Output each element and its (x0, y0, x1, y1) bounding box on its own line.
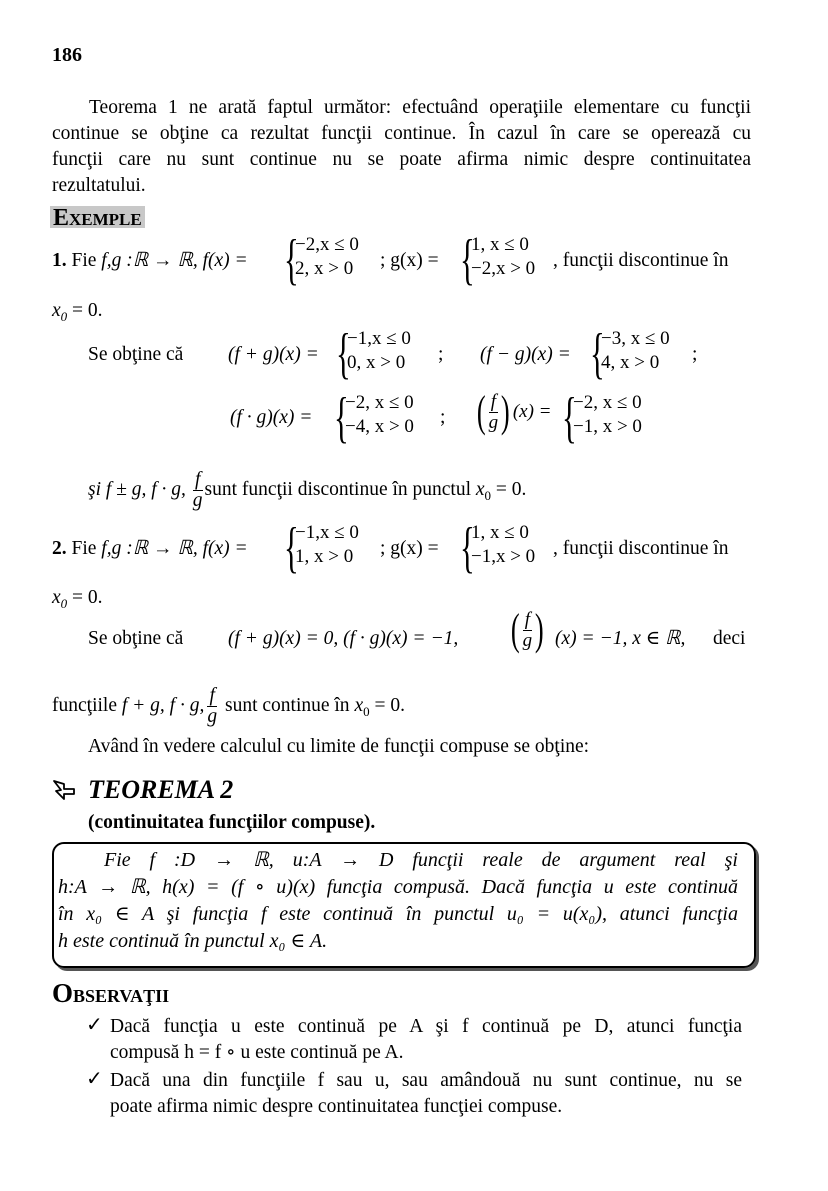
intro-line-4: rezultatului. (52, 175, 146, 196)
ex1-si-x0-sub: 0 (484, 487, 492, 503)
observatii-item-1-line-1: Dacă funcţia u este continuă pe A şi f continuă pe D, atunci funcţia (110, 1016, 742, 1037)
ex1-sum-case2: 0, x > 0 (347, 352, 406, 373)
ex1-sum-case1: −1,x ≤ 0 (347, 328, 411, 349)
ex1-tail: , funcţii discontinue în (553, 250, 729, 271)
ex1-diff-case1: −3, x ≤ 0 (601, 328, 670, 349)
observatii-item-2 (110, 1068, 742, 1120)
ex1-diff-cases (601, 327, 670, 375)
ex2-functiile-num: f (207, 686, 217, 707)
ex1-quot-fraction (489, 392, 499, 433)
observatii-item-2-line-2: poate afirma nimic despre continuitatea funcţiei compuse. (110, 1096, 563, 1117)
ex1-quot-cases (573, 391, 642, 439)
ex1-quot-case1: −2, x ≤ 0 (573, 392, 642, 413)
theorem-body (58, 847, 738, 955)
ex2-functiile: funcţiile (52, 694, 117, 716)
ex1-si-fraction (193, 470, 203, 511)
ex2-x0-val: = 0. (67, 587, 103, 608)
ex2-functiile-fraction (207, 686, 217, 727)
observatii-heading (52, 978, 169, 1013)
ex2-quot-fraction (523, 610, 533, 651)
examples-heading (50, 205, 145, 231)
ex2-number: 2. (52, 538, 67, 559)
ex1-x0-val: = 0. (67, 300, 103, 321)
ex1-g-decl: ; g(x) = (380, 250, 439, 271)
ex1-x0-var: x (52, 300, 61, 321)
intro-paragraph (52, 95, 751, 199)
ex1-si-end: = 0. (491, 478, 527, 500)
ex1-prod-cases (345, 391, 414, 439)
ex1-f-case2: 2, x > 0 (295, 258, 354, 279)
ex1-diff-lhs: (f − g)(x) = (480, 344, 571, 365)
ex1-prod-brace: { (334, 387, 349, 449)
ex1-f-cases (295, 233, 359, 281)
observatii-item-2-line-1: Dacă una din funcţiile f sau u, sau amândouă nu sunt continue, nu se (110, 1070, 742, 1091)
ex1-diff-brace: { (590, 323, 605, 385)
ex2-quot-den: g (522, 629, 533, 651)
ex2-x0-line (52, 585, 103, 617)
ex1-x0-sub: 0 (60, 308, 68, 324)
examples-heading-initial: E (53, 205, 70, 231)
ex1-semicolon-2: ; (692, 344, 698, 365)
ex1-f-case1: −2,x ≤ 0 (295, 234, 359, 255)
ex2-quot (508, 605, 547, 654)
ex1-prod-case1: −2, x ≤ 0 (345, 392, 414, 413)
ex1-f-decl: f,g :ℝ → ℝ, f(x) = (101, 250, 248, 271)
observatii-item-1 (110, 1014, 742, 1066)
examples-heading-rest: XEMPLE (69, 210, 142, 229)
ex2-g-cases (471, 521, 535, 569)
ex1-diff-case2: 4, x > 0 (601, 352, 660, 373)
observatii-item-1-line-2: compusă h = f ∘ u este continuă pe A. (110, 1042, 404, 1063)
ex1-si-x0: x (475, 478, 485, 500)
intro-line-3: funcţii care nu sunt continue nu se poate afirma nimic despre continuitatea (52, 149, 751, 170)
ex1-fie: Fie (71, 250, 97, 271)
ex1-prod-lhs: (f · g)(x) = (230, 407, 313, 428)
observatii-check-icon-1: ✓ (86, 1014, 103, 1036)
avand-line: Având în vedere calculul cu limite de funcţii compuse se obţine: (88, 736, 590, 757)
ex1-g-brace: { (460, 229, 475, 291)
ex1-si-text: şi f ± g, f · g, (88, 478, 186, 500)
ex2-functiile-line (52, 686, 405, 727)
ex1-semicolon-1: ; (438, 344, 444, 365)
ex2-f-case1: −1,x ≤ 0 (295, 522, 359, 543)
ex2-functiile-end: = 0. (369, 694, 405, 716)
ex1-semicolon-3: ; (440, 407, 446, 428)
ex2-fie: Fie (71, 538, 97, 559)
ex1-quot-rparen: ) (501, 387, 510, 436)
ex2-functiile-x0-sub: 0 (363, 703, 370, 719)
theorem-line-1: Fie f :D → ℝ, u:A → D funcţii reale de argument real şi (104, 849, 738, 871)
ex1-x0-line (52, 298, 103, 330)
ex1-quot (474, 387, 552, 436)
ex1-si-line (88, 470, 526, 511)
ex1-sum-brace: { (336, 323, 351, 385)
ex2-quot-lparen: ( (510, 605, 520, 654)
ex2-g-case1: 1, x ≤ 0 (471, 522, 529, 543)
ex2-functiile-den: g (207, 706, 218, 727)
theorem-line-3: în x₀ ∈ A şi funcţia f este continuă în punctul u₀ = u(x₀), atunci funcţia (58, 903, 738, 925)
ex2-f-brace: { (284, 517, 299, 579)
ex2-result-tail: (x) = −1, x ∈ ℝ, (555, 628, 686, 649)
observatii-heading-initial: O (52, 978, 74, 1008)
page-number: 186 (52, 44, 82, 66)
ex1-se-obtine: Se obţine că (88, 344, 184, 365)
ex2-g-decl: ; g(x) = (380, 538, 439, 559)
ex2-g-brace: { (460, 517, 475, 579)
ex1-quot-num: f (489, 392, 499, 413)
intro-line-1: Teorema 1 ne arată faptul următor: efectuând operaţiile elementare cu funcţii (89, 97, 751, 118)
ex2-deci: deci (713, 628, 746, 649)
ex1-quot-den: g (488, 411, 499, 433)
ex1-f-brace: { (284, 229, 299, 291)
ex1-quot-rhs: (x) = (512, 401, 552, 422)
ex2-f-decl: f,g :ℝ → ℝ, f(x) = (101, 538, 248, 559)
ex2-x0-sub: 0 (60, 595, 68, 611)
ex1-quot-case2: −1, x > 0 (573, 416, 642, 437)
ex2-g-case2: −1,x > 0 (471, 546, 536, 567)
ex1-si-den: g (192, 490, 203, 511)
ex2-f-cases (295, 521, 359, 569)
theorem-subtitle: (continuitatea funcţiilor compuse). (88, 812, 376, 833)
ex2-quot-num: f (523, 610, 533, 631)
ex1-quot-brace: { (562, 387, 577, 449)
ex1-g-case2: −2,x > 0 (471, 258, 536, 279)
ex2-functiile-x0: x (354, 694, 364, 716)
ex1-prod-case2: −4, x > 0 (345, 416, 414, 437)
ex1-si-num: f (193, 470, 203, 491)
hand-pointer-icon (52, 778, 78, 804)
ex2-result: (f + g)(x) = 0, (f · g)(x) = −1, (228, 628, 459, 649)
ex2-tail: , funcţii discontinue în (553, 538, 729, 559)
ex1-line (52, 248, 248, 274)
ex2-f-case2: 1, x > 0 (295, 546, 354, 567)
ex1-g-case1: 1, x ≤ 0 (471, 234, 529, 255)
ex2-line (52, 536, 248, 562)
ex1-number: 1. (52, 250, 67, 271)
ex1-sum-lhs: (f + g)(x) = (228, 344, 319, 365)
ex2-quot-rparen: ) (535, 605, 544, 654)
observatii-check-icon-2: ✓ (86, 1068, 103, 1090)
theorem-line-2: h:A → ℝ, h(x) = (f ∘ u)(x) funcţia compusă. Dacă funcţia u este continuă (58, 876, 738, 898)
theorem-title: TEOREMA 2 (88, 775, 234, 804)
ex2-functiile-tail: sunt continue în (224, 694, 350, 716)
ex1-sum-cases (347, 327, 411, 375)
ex1-g-cases (471, 233, 535, 281)
ex2-x0-var: x (52, 587, 61, 608)
ex2-se-obtine: Se obţine că (88, 628, 184, 649)
ex1-quot-lparen: ( (476, 387, 486, 436)
intro-line-2: continue se obţine ca rezultat funcţii continue. În cazul în care se operează cu (52, 123, 751, 144)
ex2-functiile-expr: f + g, f · g, (121, 694, 205, 716)
observatii-heading-rest: BSERVAŢII (73, 986, 170, 1006)
ex1-si-tail: sunt funcţii discontinue în punctul (204, 478, 472, 500)
theorem-line-4: h este continuă în punctul x₀ ∈ A. (58, 930, 328, 952)
